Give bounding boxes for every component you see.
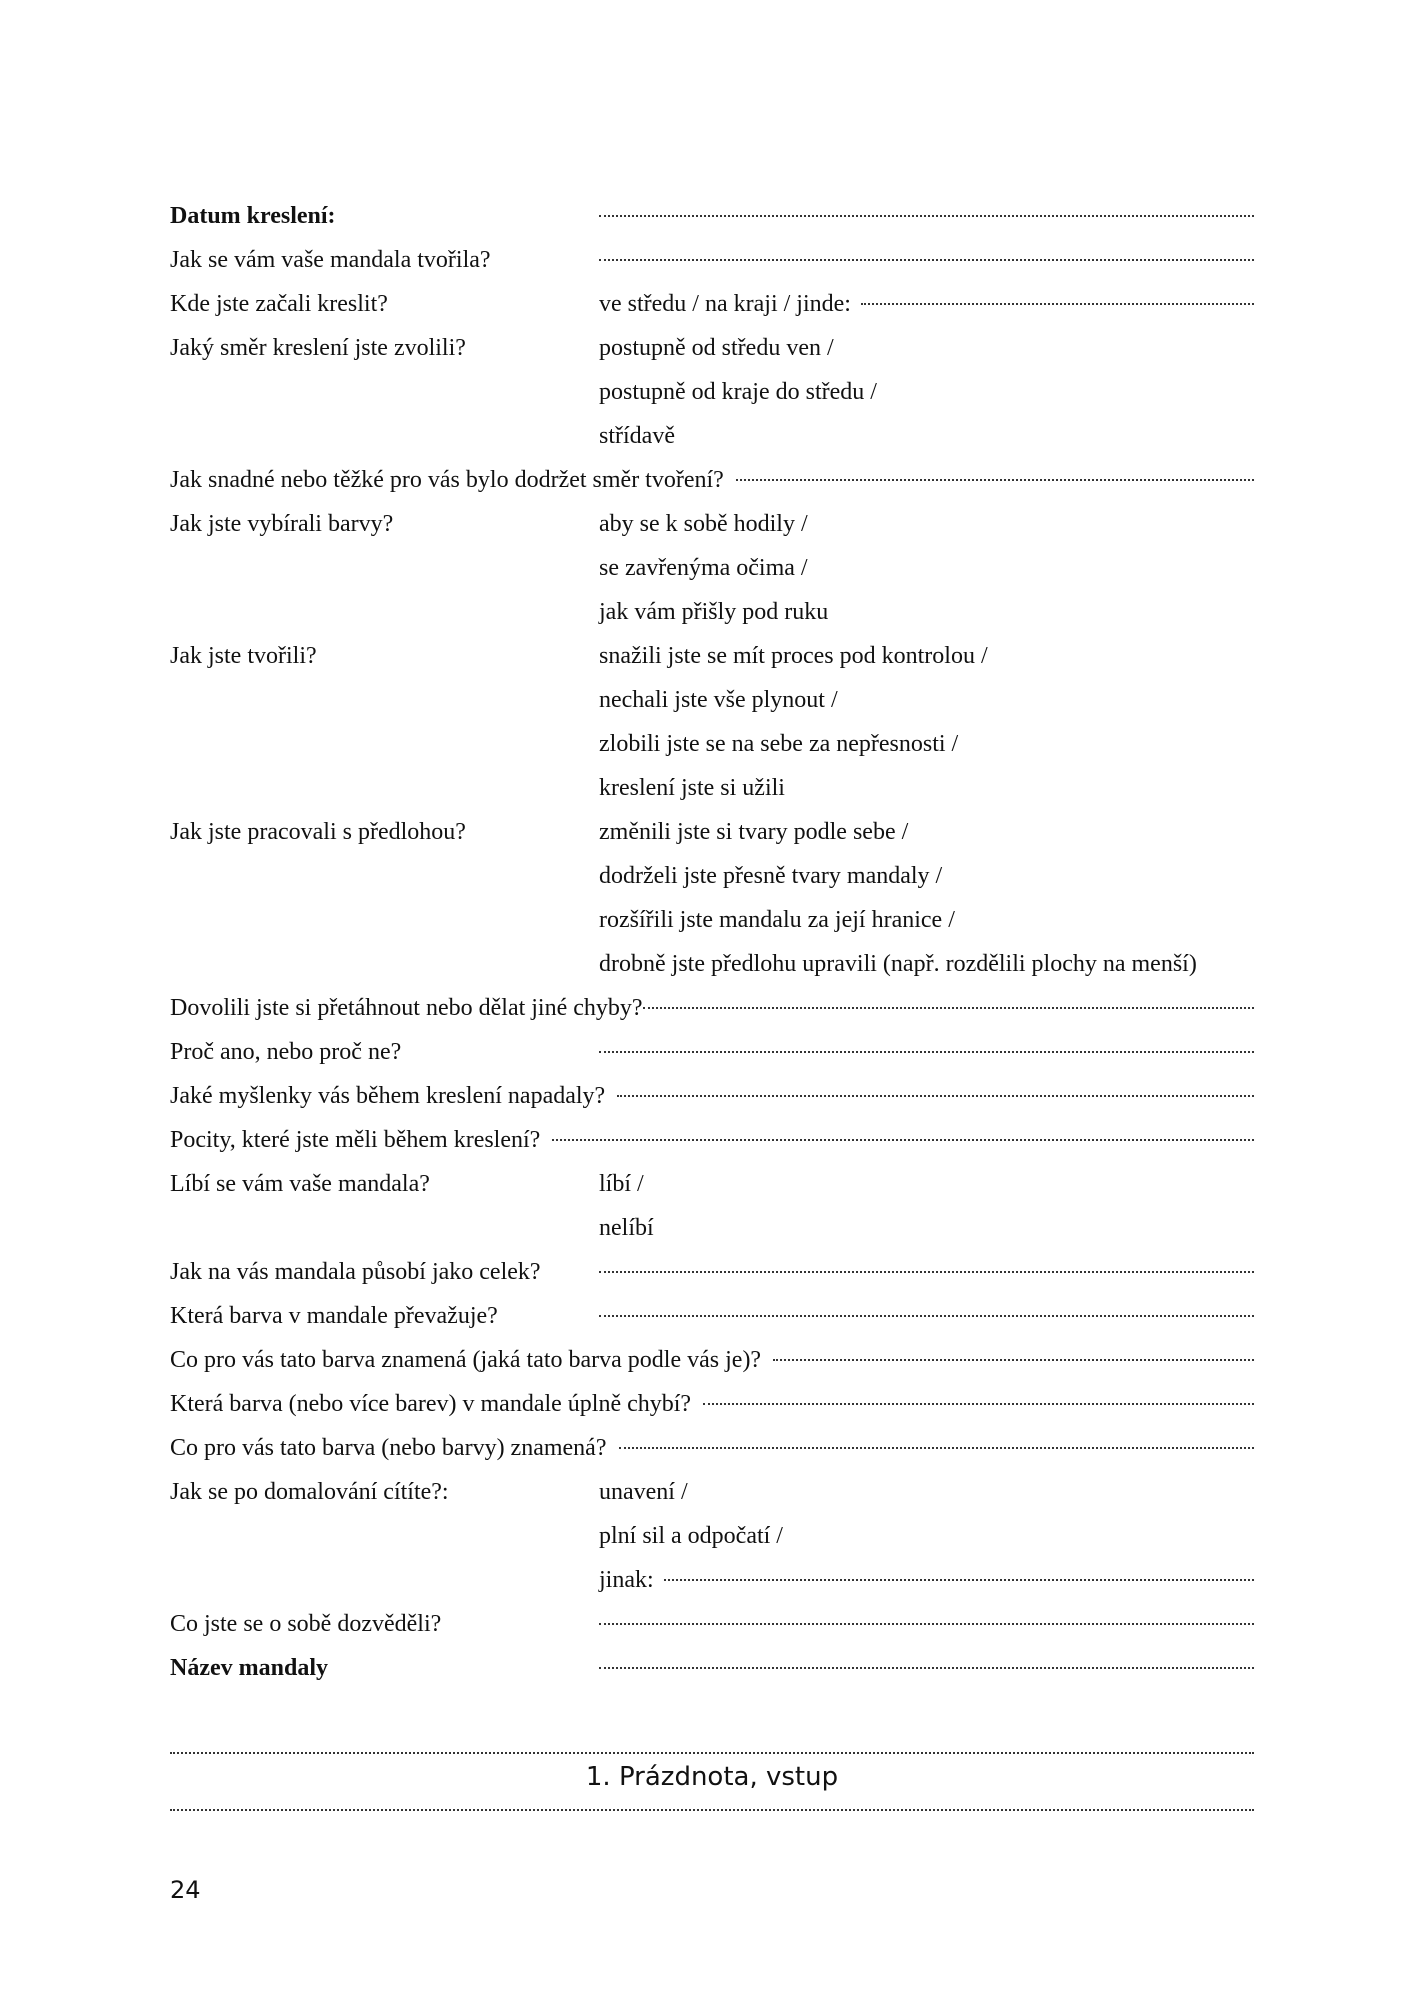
dotted-answer-line[interactable] (664, 1579, 1254, 1581)
form-row (170, 1074, 1254, 1118)
form-row (170, 282, 1254, 326)
questionnaire-form (170, 194, 1254, 1690)
form-row (170, 502, 1254, 546)
question-label: Co pro vás tato barva znamená (jaká tato barva podle vás je)? (170, 1347, 762, 1373)
question-label: Jak se po domalování cítíte?: (170, 1479, 449, 1505)
dotted-answer-line[interactable] (643, 1007, 1254, 1009)
answer-option: jak vám přišly pod ruku (599, 599, 829, 625)
form-row (170, 1030, 1254, 1074)
question-label: Proč ano, nebo proč ne? (170, 1039, 402, 1065)
answer-option: snažili jste se mít proces pod kontrolou / (599, 643, 988, 669)
question-label: Jak snadné nebo těžké pro vás bylo dodržet směr tvoření? (170, 467, 724, 493)
dotted-answer-line[interactable] (861, 303, 1254, 305)
dotted-answer-line[interactable] (552, 1139, 1254, 1141)
form-row (170, 1514, 1254, 1558)
form-row (170, 546, 1254, 590)
dotted-answer-line[interactable] (773, 1359, 1254, 1361)
answer-option: rozšířili jste mandalu za její hranice / (599, 907, 955, 933)
question-label: Jak se vám vaše mandala tvořila? (170, 247, 491, 273)
form-row (170, 1646, 1254, 1690)
answer-option: jinak: (599, 1567, 654, 1593)
answer-option: postupně od středu ven / (599, 335, 834, 361)
form-row (170, 766, 1254, 810)
form-row (170, 590, 1254, 634)
answer-option: plní sil a odpočatí / (599, 1523, 783, 1549)
answer-option: kreslení jste si užili (599, 775, 785, 801)
question-label: Jaký směr kreslení jste zvolili? (170, 335, 466, 361)
form-row (170, 238, 1254, 282)
form-row (170, 986, 1254, 1030)
form-row (170, 854, 1254, 898)
form-row (170, 1338, 1254, 1382)
answer-option: dodrželi jste přesně tvary mandaly / (599, 863, 943, 889)
answer-option: unavení / (599, 1479, 688, 1505)
question-label: Dovolili jste si přetáhnout nebo dělat jiné chyby? (170, 995, 643, 1021)
form-row (170, 1602, 1254, 1646)
question-label: Která barva (nebo více barev) v mandale úplně chybí? (170, 1391, 692, 1417)
question-label: Jak jste pracovali s předlohou? (170, 819, 466, 845)
form-row (170, 1382, 1254, 1426)
question-label: Jak na vás mandala působí jako celek? (170, 1259, 541, 1285)
answer-option: líbí / (599, 1171, 644, 1197)
question-label: Jak jste vybírali barvy? (170, 511, 394, 537)
form-row (170, 370, 1254, 414)
form-row (170, 458, 1254, 502)
question-label: Kde jste začali kreslit? (170, 291, 388, 317)
question-label: Název mandaly (170, 1655, 328, 1681)
answer-option: střídavě (599, 423, 675, 449)
question-label: Líbí se vám vaše mandala? (170, 1171, 430, 1197)
dotted-answer-line[interactable] (599, 1667, 1254, 1669)
form-row (170, 1558, 1254, 1602)
form-row (170, 942, 1254, 986)
form-row (170, 722, 1254, 766)
form-row (170, 678, 1254, 722)
dotted-answer-line[interactable] (599, 1315, 1254, 1317)
question-label: Co pro vás tato barva (nebo barvy) znamená? (170, 1435, 607, 1461)
form-row (170, 1118, 1254, 1162)
form-row (170, 1162, 1254, 1206)
form-row (170, 898, 1254, 942)
question-label: Jaké myšlenky vás během kreslení napadaly? (170, 1083, 606, 1109)
form-row (170, 810, 1254, 854)
answer-option: postupně od kraje do středu / (599, 379, 877, 405)
form-row (170, 414, 1254, 458)
question-label: Jak jste tvořili? (170, 643, 317, 669)
answer-option: drobně jste předlohu upravili (např. rozdělili plochy na menší) (599, 951, 1197, 977)
dotted-answer-line[interactable] (736, 479, 1254, 481)
answer-option: zlobili jste se na sebe za nepřesnosti / (599, 731, 959, 757)
answer-option: se zavřenýma očima / (599, 555, 808, 581)
question-label: Co jste se o sobě dozvěděli? (170, 1611, 442, 1637)
answer-option: nelíbí (599, 1215, 654, 1241)
dotted-answer-line[interactable] (599, 259, 1254, 261)
form-row (170, 326, 1254, 370)
form-row (170, 1426, 1254, 1470)
dotted-answer-line[interactable] (599, 1271, 1254, 1273)
form-row (170, 634, 1254, 678)
answer-option: nechali jste vše plynout / (599, 687, 838, 713)
section-title: 1. Prázdnota, vstup (585, 1762, 839, 1792)
dotted-answer-line[interactable] (617, 1095, 1254, 1097)
dotted-answer-line[interactable] (619, 1447, 1255, 1449)
answer-option: změnili jste si tvary podle sebe / (599, 819, 909, 845)
form-row (170, 1206, 1254, 1250)
form-row (170, 1470, 1254, 1514)
dotted-answer-line[interactable] (599, 215, 1254, 217)
section-divider-top (170, 1752, 1254, 1754)
question-label: Která barva v mandale převažuje? (170, 1303, 498, 1329)
question-label: Datum kreslení: (170, 203, 336, 229)
form-row (170, 194, 1254, 238)
answer-option: aby se k sobě hodily / (599, 511, 808, 537)
section-divider-bottom (170, 1809, 1254, 1811)
dotted-answer-line[interactable] (599, 1051, 1254, 1053)
answer-option: ve středu / na kraji / jinde: (599, 291, 851, 317)
dotted-answer-line[interactable] (703, 1403, 1254, 1405)
dotted-answer-line[interactable] (599, 1623, 1254, 1625)
question-label: Pocity, které jste měli během kreslení? (170, 1127, 541, 1153)
page-number: 24 (170, 1876, 201, 1904)
form-row (170, 1294, 1254, 1338)
form-row (170, 1250, 1254, 1294)
